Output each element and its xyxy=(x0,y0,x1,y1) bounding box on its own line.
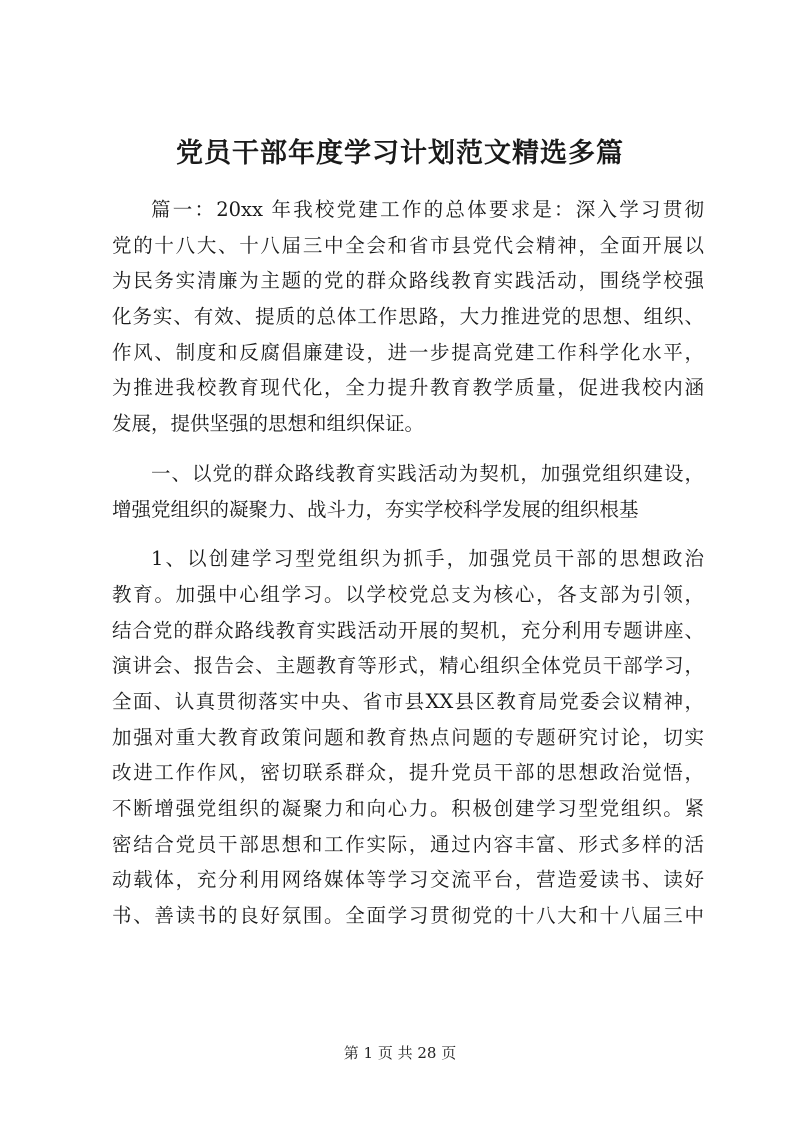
text-line: 全面、认真贯彻落实中央、省市县XX县区教育局党委会议精神， xyxy=(112,689,704,713)
text-line: 密结合党员干部思想和工作实际，通过内容丰富、形式多样的活 xyxy=(112,832,704,856)
text-line: 一、以党的群众路线教育实践活动为契机，加强党组织建设， xyxy=(151,461,704,485)
document-title: 党员干部年度学习计划范文精选多篇 xyxy=(176,138,624,169)
text-line: 为推进我校教育现代化，全力提升教育教学质量，促进我校内涵 xyxy=(112,376,704,400)
text-line: 发展，提供坚强的思想和组织保证。 xyxy=(112,412,425,436)
text-line: 篇一：20xx 年我校党建工作的总体要求是：深入学习贯彻 xyxy=(151,198,704,221)
page-number-footer: 第 1 页 共 28 页 xyxy=(343,1044,457,1062)
document-body xyxy=(112,192,704,934)
text-line: 书、善读书的良好氛围。全面学习贯彻党的十八大和十八届三中 xyxy=(112,904,704,928)
text-line: 化务实、有效、提质的总体工作思路，大力推进党的思想、组织、 xyxy=(112,305,704,329)
text-line: 作风、制度和反腐倡廉建设，进一步提高党建工作科学化水平， xyxy=(112,340,704,364)
text-line: 不断增强党组织的凝聚力和向心力。积极创建学习型党组织。紧 xyxy=(112,797,704,820)
text-line: 为民务实清廉为主题的党的群众路线教育实践活动，围绕学校强 xyxy=(112,269,704,293)
paragraph-3 xyxy=(112,541,704,934)
text-line: 增强党组织的凝聚力、战斗力，夯实学校科学发展的组织根基 xyxy=(112,497,639,521)
text-line: 党的十八大、十八届三中全会和省市县党代会精神，全面开展以 xyxy=(112,233,704,257)
paragraph-1 xyxy=(112,192,704,442)
text-line: 教育。加强中心组学习。以学校党总支为核心，各支部为引领， xyxy=(112,582,704,606)
text-line: 演讲会、报告会、主题教育等形式，精心组织全体党员干部学习， xyxy=(112,654,704,678)
text-line: 加强对重大教育政策问题和教育热点问题的专题研究讨论，切实 xyxy=(112,725,704,749)
text-line: 结合党的群众路线教育实践活动开展的契机，充分利用专题讲座、 xyxy=(112,618,704,642)
text-line: 改进工作作风，密切联系群众，提升党员干部的思想政治觉悟， xyxy=(112,761,704,785)
text-line: 1、以创建学习型党组织为抓手，加强党员干部的思想政治 xyxy=(151,547,704,571)
paragraph-2 xyxy=(112,456,704,527)
text-line: 动载体，充分利用网络媒体等学习交流平台，营造爱读书、读好 xyxy=(112,868,704,892)
